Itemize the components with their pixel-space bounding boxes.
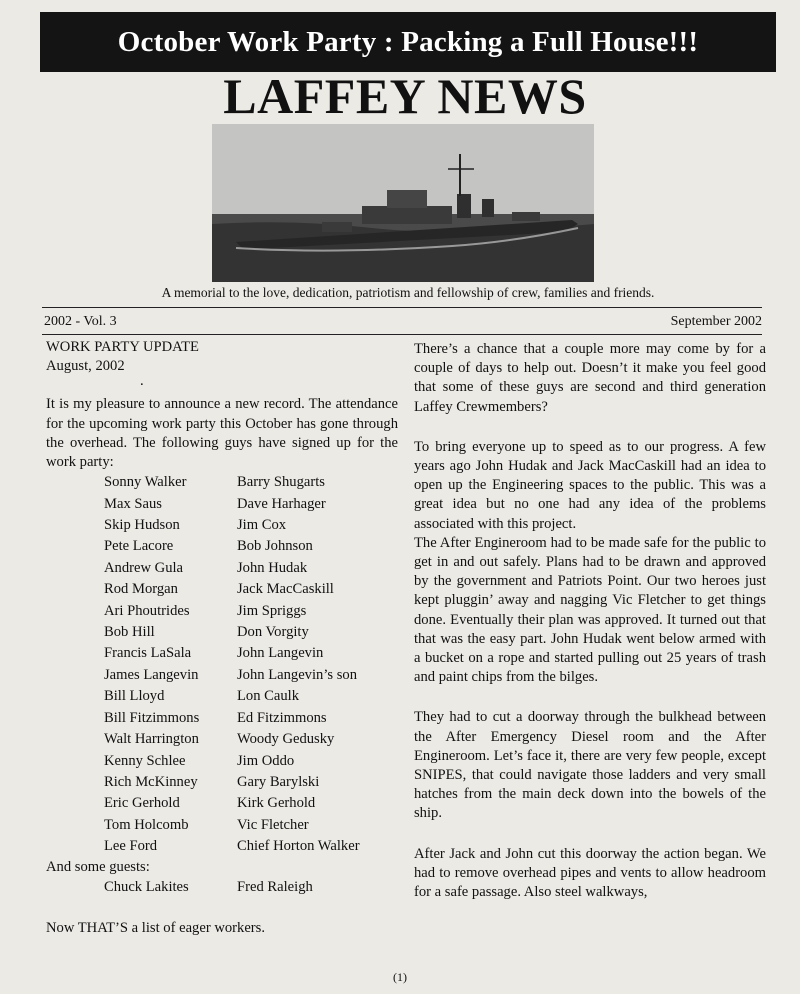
warship-photo bbox=[212, 124, 594, 282]
divider-top bbox=[42, 307, 762, 308]
worker-name: Ed Fitzimmons bbox=[237, 709, 327, 726]
worker-name: Rich McKinney bbox=[104, 773, 198, 790]
issue-date: September 2002 bbox=[670, 314, 762, 329]
page-number: (1) bbox=[393, 970, 407, 984]
worker-name: Dave Harhager bbox=[237, 495, 326, 512]
worker-name: Jack MacCaskill bbox=[237, 581, 334, 598]
worker-name: Francis LaSala bbox=[104, 645, 192, 662]
volume-label: 2002 - Vol. 3 bbox=[44, 314, 117, 329]
worker-name: Rod Morgan bbox=[104, 581, 178, 598]
worker-name: John Langevin bbox=[237, 645, 324, 662]
stray-dot: . bbox=[140, 373, 144, 390]
worker-name: Skip Hudson bbox=[104, 517, 180, 534]
worker-name: Max Saus bbox=[104, 495, 162, 512]
worker-name: Vic Fletcher bbox=[237, 816, 309, 833]
worker-name: John Langevin’s son bbox=[237, 666, 357, 683]
worker-name: Woody Gedusky bbox=[237, 731, 335, 748]
guest-name: Chuck Lakites bbox=[104, 878, 189, 895]
headline-banner: October Work Party : Packing a Full House!!! bbox=[40, 12, 776, 72]
worker-name: Lon Caulk bbox=[237, 688, 300, 705]
worker-name: Don Vorgity bbox=[237, 624, 309, 641]
paragraph: After Jack and John cut this doorway the action began. We had to remove overhead pipes and vents to allow headroom for a safe passage. Also steel walkways, bbox=[414, 845, 766, 901]
paragraph: The After Engineroom had to be made safe for the public to get in and out safely. Plans had to be drawn and approved by the government and Patriots Point. Our two heroes just kept pluggin’ away and nagging Vic Fletcher to get things done. Eventually their plan was approved. It turned out that that was the easy part. John Hudak went below armed with a bucket on a rope and started pulling out 25 years of trash and paint chips from the bilges. bbox=[414, 534, 766, 686]
worker-name: Tom Holcomb bbox=[104, 816, 189, 833]
article-heading: WORK PARTY UPDATE bbox=[46, 339, 199, 355]
masthead-title: LAFFEY NEWS bbox=[223, 68, 587, 124]
worker-name: Andrew Gula bbox=[104, 559, 184, 576]
paragraph: They had to cut a doorway through the bulkhead between the After Emergency Diesel room and the After Engineroom. Let’s face it, there are very few people, except SNIPES, that could navigate those ladders and very small hatches from the main deck down into the bowels of the ship. bbox=[414, 709, 766, 822]
worker-name: Kirk Gerhold bbox=[237, 795, 316, 812]
worker-name: Bob Johnson bbox=[237, 538, 313, 555]
tagline: A memorial to the love, dedication, patriotism and fellowship of crew, families and friends. bbox=[161, 285, 655, 300]
worker-name: Kenny Schlee bbox=[104, 752, 186, 769]
worker-name: Lee Ford bbox=[104, 838, 158, 855]
guests-label: And some guests: bbox=[46, 858, 150, 875]
worker-name: Jim Cox bbox=[237, 517, 287, 534]
worker-name: James Langevin bbox=[104, 666, 199, 683]
worker-name: Barry Shugarts bbox=[237, 474, 325, 491]
divider-bottom bbox=[42, 334, 762, 335]
worker-name: Chief Horton Walker bbox=[237, 838, 360, 855]
worker-name: Pete Lacore bbox=[104, 538, 174, 555]
closing-line: Now THAT’S a list of eager workers. bbox=[46, 920, 265, 937]
guest-list bbox=[104, 877, 398, 898]
worker-name: Walt Harrington bbox=[104, 731, 199, 748]
worker-name: Sonny Walker bbox=[104, 474, 187, 491]
left-column bbox=[46, 338, 398, 938]
worker-name: John Hudak bbox=[237, 559, 308, 576]
worker-name: Jim Oddo bbox=[237, 752, 295, 769]
worker-name: Bill Lloyd bbox=[104, 688, 165, 705]
worker-list bbox=[104, 472, 398, 857]
intro-paragraph: It is my pleasure to announce a new record. The attendance for the upcoming work party this October has gone through the overhead. The following guys have signed up for the work party: bbox=[46, 396, 398, 471]
worker-name: Bob Hill bbox=[104, 624, 155, 641]
worker-name: Bill Fitzimmons bbox=[104, 709, 200, 726]
paragraph: To bring everyone up to speed as to our progress. A few years ago John Hudak and Jack MacCaskill had an idea to open up the Engineering spaces to the public. This was a great idea but no one had any idea of the problems associated with this project. bbox=[414, 438, 766, 532]
article-dateline: August, 2002 bbox=[46, 358, 125, 375]
worker-name: Jim Spriggs bbox=[237, 602, 307, 619]
worker-name: Ari Phoutrides bbox=[104, 602, 190, 619]
worker-name: Gary Barylski bbox=[237, 773, 320, 790]
guest-name: Fred Raleigh bbox=[237, 878, 313, 895]
worker-name: Eric Gerhold bbox=[104, 795, 180, 812]
paragraph: There’s a chance that a couple more may come by for a couple of days to help out. Doesn’t it make you feel good that some of these guys are second and third generation Laffey Crewmembers? bbox=[414, 341, 766, 415]
right-column bbox=[414, 340, 766, 902]
